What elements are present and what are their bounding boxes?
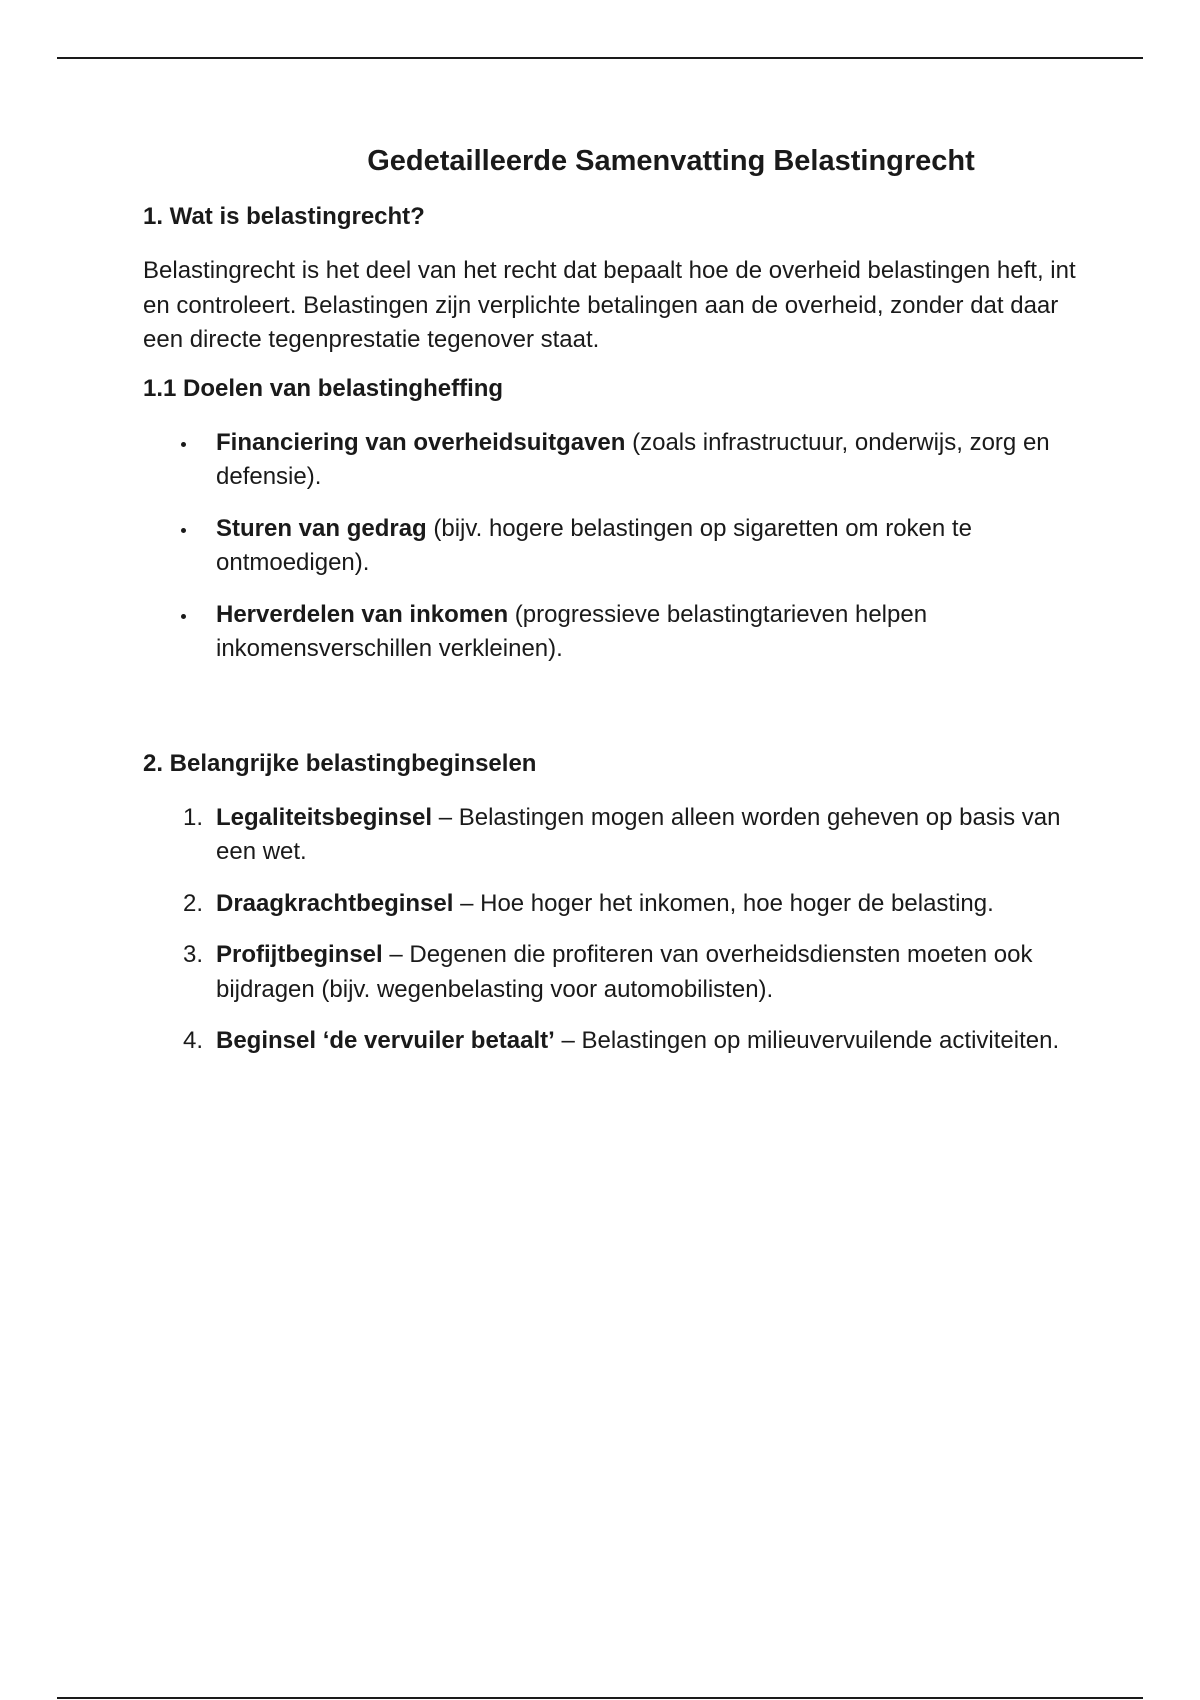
- list-number: 3.: [182, 941, 203, 968]
- list-item-text: – Belastingen mogen alleen worden geheven op basis van een wet.: [216, 803, 1061, 865]
- bullet-icon: [181, 442, 186, 447]
- bullet-icon: [181, 528, 186, 533]
- list-item-text: – Degenen die profiteren van overheidsdiensten moeten ook bijdragen (bijv. wegenbelasting voor automobilisten).: [216, 941, 1033, 1003]
- list-number: 2.: [182, 889, 203, 917]
- list-item-text: (zoals infrastructuur, onderwijs, zorg en defensie).: [216, 428, 1050, 490]
- list-item: [143, 1024, 1083, 1059]
- footer-rule: [57, 1697, 1143, 1699]
- header-rule: [57, 57, 1143, 59]
- list-number: 1.: [182, 803, 203, 831]
- list-item-term: Sturen van gedrag: [216, 514, 427, 542]
- section-1-1-heading: 1.1 Doelen van belastingheffing: [143, 374, 504, 402]
- bullet-icon: [181, 614, 186, 619]
- section-1-heading: 1. Wat is belastingrecht?: [143, 203, 425, 230]
- document-body: [143, 138, 1083, 1076]
- list-item-text: (bijv. hogere belastingen op sigaretten om roken te ontmoedigen).: [216, 514, 972, 576]
- document-title: Gedetailleerde Samenvatting Belastingrecht: [367, 145, 975, 177]
- list-item: [143, 938, 1083, 1007]
- principles-list: [143, 801, 1083, 1059]
- list-item: [143, 887, 1083, 922]
- section-spacer: [143, 684, 1083, 749]
- list-item-term: Financiering van overheidsuitgaven: [216, 428, 626, 456]
- goals-list: [143, 426, 1083, 667]
- list-item: [143, 426, 1083, 495]
- list-item: [143, 801, 1083, 870]
- list-item-text: – Belastingen op milieuvervuilende activiteiten.: [554, 1027, 1060, 1054]
- list-item-term: Herverdelen van inkomen: [216, 600, 509, 628]
- list-item-term: Legaliteitsbeginsel: [216, 803, 433, 831]
- list-item: [143, 598, 1083, 667]
- list-number: 4.: [182, 1027, 203, 1054]
- list-item-term: Profijtbeginsel: [216, 941, 383, 968]
- list-item: [143, 512, 1083, 581]
- section-2-heading: 2. Belangrijke belastingbeginselen: [143, 749, 537, 777]
- section-1-paragraph: Belastingrecht is het deel van het recht dat bepaalt hoe de overheid belastingen heft, int en controleert. Belastingen zijn verplichte betalingen aan de overheid, zonder dat daar een directe tegenprestatie tegenover staat.: [143, 257, 1076, 353]
- list-item-term: Beginsel ‘de vervuiler betaalt’: [216, 1027, 555, 1054]
- list-item-text: (progressieve belastingtarieven helpen inkomensverschillen verkleinen).: [216, 600, 928, 662]
- list-item-text: – Hoe hoger het inkomen, hoe hoger de belasting.: [453, 889, 994, 917]
- list-item-term: Draagkrachtbeginsel: [216, 889, 454, 917]
